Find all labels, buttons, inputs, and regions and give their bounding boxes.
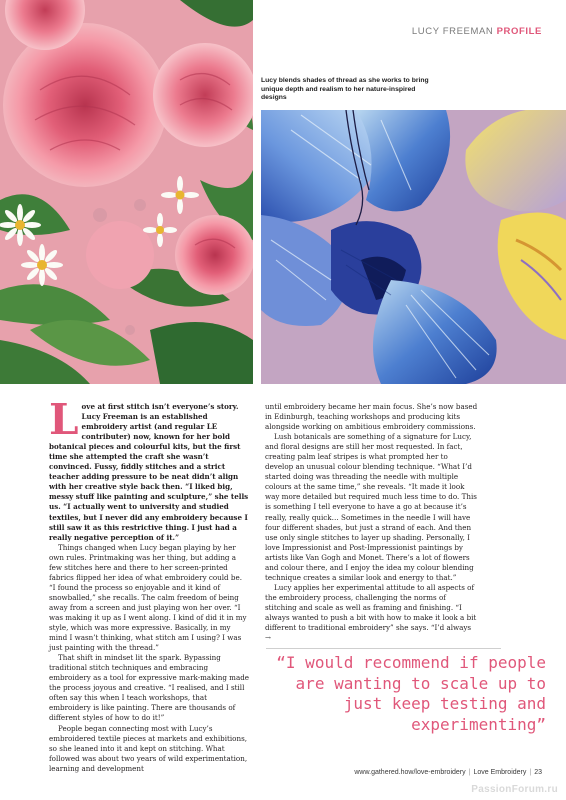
watermark: PassionForum.ru bbox=[471, 784, 558, 795]
body-paragraph: Lush botanicals are something of a signature for Lucy, and floral designs are still her most requested. In fact, creating palm leaf stripes is what prompted her to develop an unusual colour blending technique. “What I’d started doing was threading the needle with multiple colours at the same time,” she reveals. “It made it look way more detailed but required much less time to do. This is something I tell everyone to have a go at because it’s really, really quick… Sometimes in the needle I will have four different shades, but just a strand of each. And then use only single stitches to layer up shading. Personally, I love Impressionist and Post-Impressionist paintings by artists like Van Gogh and Monet. There’s a lot of flowers and colour there, and I enjoy the idea my colour blending technique creates a similar look and energy to that.” bbox=[265, 432, 477, 582]
footer-separator: | bbox=[468, 769, 471, 776]
intro-paragraph bbox=[49, 395, 250, 543]
blue-pansy-embroidery-photo bbox=[261, 110, 566, 384]
pink-peony-embroidery-photo bbox=[0, 0, 253, 384]
article-column-left bbox=[49, 395, 250, 774]
footer-url: www.gathered.how/love-embroidery bbox=[354, 769, 466, 776]
footer-magazine: Love Embroidery bbox=[473, 769, 527, 776]
body-paragraph: People began connecting most with Lucy’s embroidered textile pieces at markets and exhibitions, so she leaned into it and kept on stitching. What followed was about two years of wild experimentation, learning and development bbox=[49, 723, 248, 773]
continue-arrow-icon: → bbox=[265, 633, 271, 643]
body-paragraph: Things changed when Lucy began playing by her own rules. Printmaking was her thing, but adding a few stitches here and there to her screen-printed fabrics flipped her idea of what embroidery could be. “I found the process so enjoyable and it kind of snowballed,” she recalls. The calm freedom of being away from a screen and just playing won her over. “I was making it up as I went along. I kind of did it in my style, which was more expressive. Basically, in my mind I wasn’t thinking, what stitch am I using? I was just painting with the thread.” bbox=[49, 542, 247, 653]
pull-quote: “I would recommend if people are wanting to scale up to just keep testing and experimenting” bbox=[276, 653, 546, 734]
running-header bbox=[412, 26, 542, 37]
page-number: 23 bbox=[534, 769, 542, 776]
footer-separator: | bbox=[529, 769, 532, 776]
pullquote-divider bbox=[266, 648, 501, 649]
body-paragraph: That shift in mindset lit the spark. Bypassing traditional stitch techniques and embracing embroidery as a tool for expressive mark-making made the process joyous and creative. “I realised, and I still often say this when I teach workshops, that embroidery is like painting. There are thousands of different styles of how to do it!” bbox=[49, 653, 250, 723]
article-column-right bbox=[265, 402, 478, 643]
photo-caption: Lucy blends shades of thread as she works to bring unique depth and realism to her nature-inspired designs bbox=[261, 77, 429, 102]
drop-cap: L bbox=[49, 395, 79, 444]
page-footer bbox=[354, 769, 542, 776]
body-paragraph-text: Lucy applies her experimental attitude to all aspects of the embroidery process, challenging the norms of stitching and scale as well as framing and finishing. “I always wanted to push a bit with how to make it look a bit different to traditional embroidery” she says. “I’d always bbox=[265, 582, 477, 633]
header-name: LUCY FREEMAN bbox=[411, 26, 494, 37]
body-paragraph: until embroidery became her main focus. She’s now based in Edinburgh, teaching workshops and producing kits alongside working on ambitious embroidery commissions. bbox=[265, 402, 478, 432]
header-section: PROFILE bbox=[496, 26, 542, 37]
body-paragraph-last bbox=[265, 583, 478, 643]
intro-text: ove at first stitch isn’t everyone’s story. Lucy Freeman is an established embroidery artist (and regular LE contributer) now, known for her bold botanical pieces and colourful kits, but the first time she attempted the craft she wasn’t convinced. Fussy, fiddly stitches and a strict teacher adding pressure to be neat didn’t align with her creative style back then. “I liked big, messy stuff like painting and sculpture,” she tells us. “I actually went to university and studied textiles, but I never did any embroidery because I still saw it as this restrictive thing. I just had a really negative perception of it.” bbox=[49, 402, 249, 542]
